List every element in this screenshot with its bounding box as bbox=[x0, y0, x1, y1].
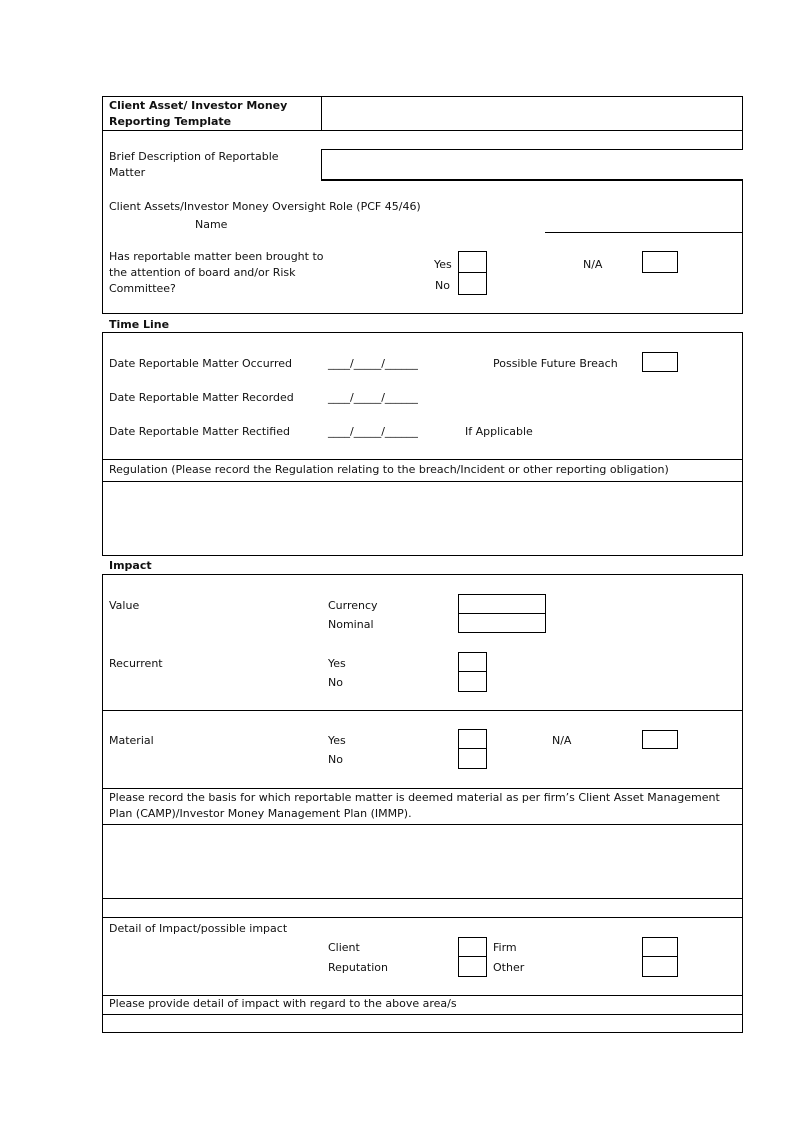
board-no-checkbox[interactable] bbox=[458, 272, 487, 295]
material-label: Material bbox=[109, 734, 154, 747]
board-na-label: N/A bbox=[583, 258, 603, 271]
date-rectified-field[interactable]: ____/_____/______ bbox=[328, 425, 418, 438]
material-no-checkbox[interactable] bbox=[458, 748, 487, 769]
impact-heading: Impact bbox=[109, 559, 152, 572]
provide-detail-field[interactable] bbox=[103, 1015, 742, 1031]
board-no-label: No bbox=[435, 279, 450, 292]
other-checkbox[interactable] bbox=[642, 956, 678, 977]
oversight-role-label: Client Assets/Investor Money Oversight Role (PCF 45/46) bbox=[109, 200, 421, 213]
material-basis-label: Please record the basis for which reportable matter is deemed material as per firm’s Client Asset Management Plan (CAMP)/Investor Money Management Plan (IMMP). bbox=[109, 791, 720, 820]
name-line-field[interactable] bbox=[545, 232, 743, 233]
brief-description-label: Brief Description of Reportable Matter bbox=[109, 150, 279, 179]
material-yes-checkbox[interactable] bbox=[458, 729, 487, 749]
if-applicable-label: If Applicable bbox=[465, 425, 533, 438]
date-rectified-label: Date Reportable Matter Rectified bbox=[109, 425, 290, 438]
form-title: Client Asset/ Investor Money Reporting Template bbox=[109, 99, 288, 128]
material-na-label: N/A bbox=[552, 734, 572, 747]
material-no-label: No bbox=[328, 753, 343, 766]
date-recorded-field[interactable]: ____/_____/______ bbox=[328, 391, 418, 404]
firm-checkbox[interactable] bbox=[642, 937, 678, 957]
value-label: Value bbox=[109, 599, 140, 612]
reputation-checkbox[interactable] bbox=[458, 956, 487, 977]
currency-field[interactable] bbox=[458, 594, 546, 614]
brief-description-field[interactable] bbox=[321, 149, 743, 181]
board-question-label: Has reportable matter been brought to the attention of board and/or Risk Committee? bbox=[109, 250, 324, 295]
client-label: Client bbox=[328, 941, 360, 954]
recurrent-no-checkbox[interactable] bbox=[458, 671, 487, 692]
recurrent-no-label: No bbox=[328, 676, 343, 689]
board-yes-label: Yes bbox=[434, 258, 452, 271]
nominal-field[interactable] bbox=[458, 613, 546, 633]
nominal-label: Nominal bbox=[328, 618, 374, 631]
recurrent-yes-checkbox[interactable] bbox=[458, 652, 487, 672]
regulation-text-field[interactable] bbox=[103, 482, 742, 554]
detail-impact-label: Detail of Impact/possible impact bbox=[109, 922, 288, 935]
name-label: Name bbox=[195, 218, 228, 231]
future-breach-label: Possible Future Breach bbox=[493, 357, 618, 370]
future-breach-checkbox[interactable] bbox=[642, 352, 678, 372]
material-yes-label: Yes bbox=[328, 734, 346, 747]
recurrent-yes-label: Yes bbox=[328, 657, 346, 670]
date-occurred-field[interactable]: ____/_____/______ bbox=[328, 357, 418, 370]
date-occurred-label: Date Reportable Matter Occurred bbox=[109, 357, 293, 370]
regulation-label: Regulation (Please record the Regulation relating to the breach/Incident or other reporting obligation) bbox=[109, 463, 669, 476]
board-yes-checkbox[interactable] bbox=[458, 251, 487, 273]
firm-label: Firm bbox=[493, 941, 517, 954]
reputation-label: Reputation bbox=[328, 961, 388, 974]
client-checkbox[interactable] bbox=[458, 937, 487, 957]
recurrent-label: Recurrent bbox=[109, 657, 163, 670]
other-label: Other bbox=[493, 961, 525, 974]
date-recorded-label: Date Reportable Matter Recorded bbox=[109, 391, 294, 404]
provide-detail-label: Please provide detail of impact with regard to the above area/s bbox=[109, 997, 457, 1010]
board-na-checkbox[interactable] bbox=[642, 251, 678, 273]
material-basis-field[interactable] bbox=[103, 825, 742, 897]
timeline-heading: Time Line bbox=[109, 318, 170, 331]
material-na-checkbox[interactable] bbox=[642, 730, 678, 749]
title-value-field[interactable] bbox=[322, 97, 742, 130]
currency-label: Currency bbox=[328, 599, 378, 612]
